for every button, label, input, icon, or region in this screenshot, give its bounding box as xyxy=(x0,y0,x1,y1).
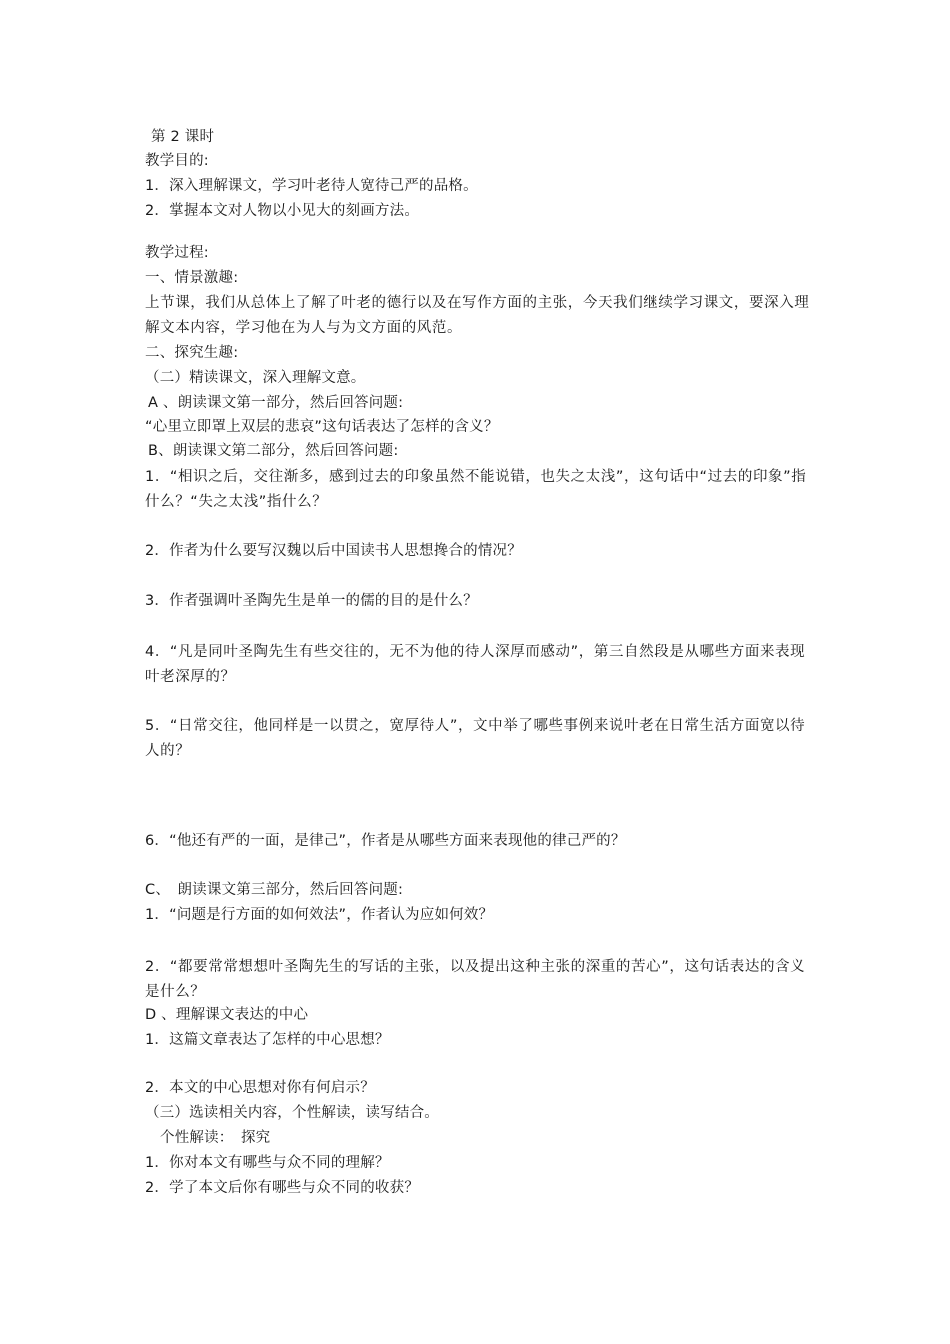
part-heading: A 、朗读课文第一部分，然后回答问题: xyxy=(148,395,404,411)
question-item: 2．学了本文后你有哪些与众不同的收获？ xyxy=(145,1180,420,1196)
question-item: 4．“凡是同叶圣陶先生有些交往的，无不为他的待人深厚而感动”，第三自然段是从哪些方面来表现叶老深厚的？ xyxy=(145,644,806,685)
part-heading: C、 朗读课文第三部分，然后回答问题: xyxy=(145,882,404,898)
question-item: 2．作者为什么要写汉魏以后中国读书人思想搀合的情况？ xyxy=(145,543,522,559)
intro-paragraph: 上节课，我们从总体上了解了叶老的德行以及在写作方面的主张，今天我们继续学习课文，要深入理解文本内容，学习他在为人与为文方面的风范。 xyxy=(145,295,810,336)
question-item: 1．“相识之后，交往渐多，感到过去的印象虽然不能说错，也失之太浅”，这句话中“过去的印象”指什么？“失之太浅”指什么？ xyxy=(145,469,807,510)
part-heading: B、朗读课文第二部分，然后回答问题: xyxy=(148,443,399,459)
goal-item: 1．深入理解课文，学习叶老待人宽待己严的品格。 xyxy=(145,178,478,194)
question-item: 1．“问题是行方面的如何效法”，作者认为应如何效？ xyxy=(145,907,494,923)
subsection-heading: （三）选读相关内容，个性解读，读写结合。 xyxy=(145,1105,439,1121)
question-item: “心里立即罩上双层的悲哀”这句话表达了怎样的含义？ xyxy=(145,419,499,435)
subsection-heading: （二）精读课文，深入理解文意。 xyxy=(145,370,366,386)
goals-heading: 教学目的: xyxy=(145,153,209,169)
question-item: 1．你对本文有哪些与众不同的理解？ xyxy=(145,1155,390,1171)
goal-item: 2．掌握本文对人物以小见大的刻画方法。 xyxy=(145,203,420,219)
question-item: 2．本文的中心思想对你有何启示？ xyxy=(145,1080,375,1096)
question-item: 6．“他还有严的一面，是律己”，作者是从哪些方面来表现他的律己严的？ xyxy=(145,833,626,849)
question-item: 5．“日常交往，他同样是一以贯之，宽厚待人”，文中举了哪些事例来说叶老在日常生活方面宽以待人的？ xyxy=(145,718,806,759)
personal-reading-heading: 个性解读： 探究 xyxy=(160,1130,271,1146)
lesson-title: 第 2 课时 xyxy=(151,129,215,145)
question-item: 3．作者强调叶圣陶先生是单一的儒的目的是什么？ xyxy=(145,593,478,609)
question-item: 1．这篇文章表达了怎样的中心思想？ xyxy=(145,1032,390,1048)
section-heading: 一、情景激趣: xyxy=(145,270,239,286)
section-heading: 二、探究生趣: xyxy=(145,345,239,361)
part-heading: D 、理解课文表达的中心 xyxy=(145,1007,309,1023)
process-heading: 教学过程: xyxy=(145,245,209,261)
question-item: 2．“都要常常想想叶圣陶先生的写话的主张，以及提出这种主张的深重的苦心”，这句话表达的含义是什么？ xyxy=(145,959,806,1000)
